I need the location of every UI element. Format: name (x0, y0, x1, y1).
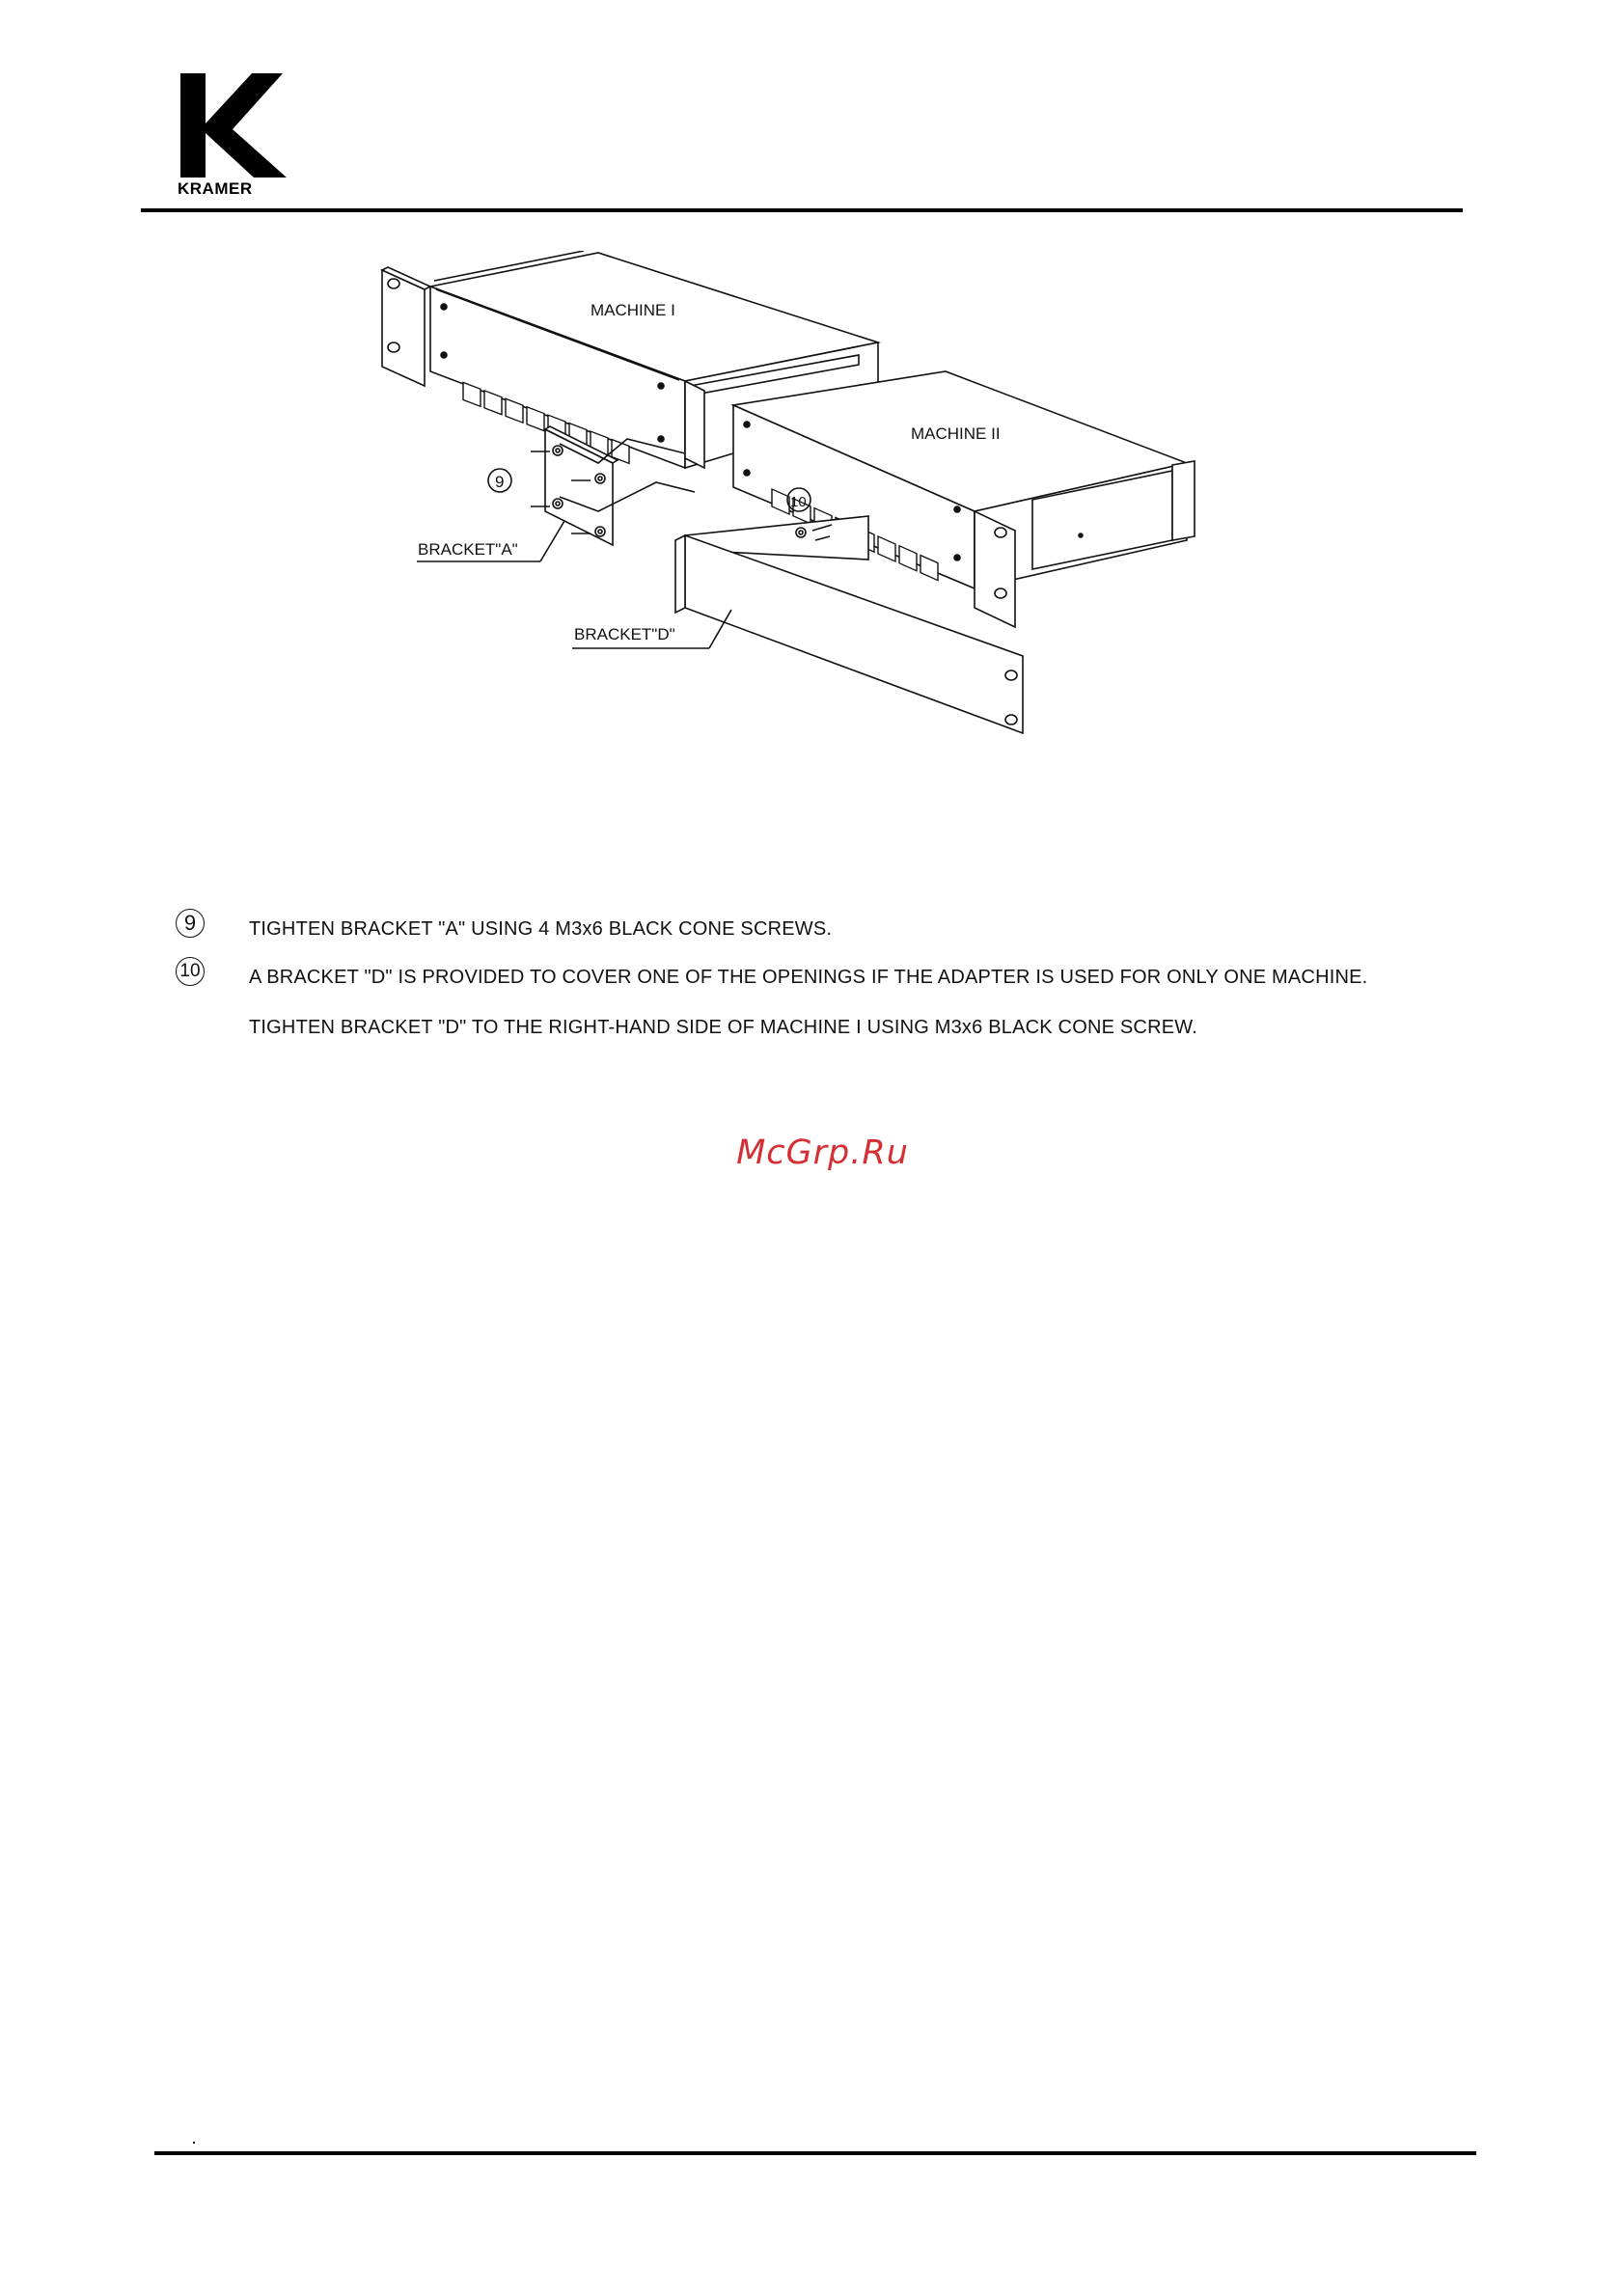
step-9-marker: 9 (176, 909, 205, 938)
callout-10: 10 (790, 494, 807, 510)
step-10-continuation: TIGHTEN BRACKET "D" TO THE RIGHT-HAND SIDE OF MACHINE I USING M3x6 BLACK CONE SCREW. (249, 1017, 1197, 1038)
footer-dot (193, 2142, 195, 2144)
bracket-d-label: BRACKET"D" (574, 625, 675, 643)
step-10-marker: 10 (176, 957, 205, 986)
header-rule (141, 208, 1463, 212)
step-10-text: A BRACKET "D" IS PROVIDED TO COVER ONE OF THE OPENINGS IF THE ADAPTER IS USED FOR ONLY ONE MACHINE. (249, 967, 1368, 988)
watermark-text: McGrp.Ru (736, 1134, 909, 1172)
footer-rule (154, 2151, 1476, 2155)
machine-1-label: MACHINE I (591, 301, 675, 319)
kramer-logo-icon (177, 71, 290, 195)
bracket-a-label: BRACKET"A" (418, 540, 518, 559)
step-9-text: TIGHTEN BRACKET "A" USING 4 M3x6 BLACK CONE SCREWS. (249, 918, 833, 940)
callout-9: 9 (495, 473, 505, 491)
brand-name: KRAMER (178, 179, 253, 198)
machine-2-label: MACHINE II (911, 424, 1001, 443)
rack-assembly-diagram (367, 251, 1216, 752)
